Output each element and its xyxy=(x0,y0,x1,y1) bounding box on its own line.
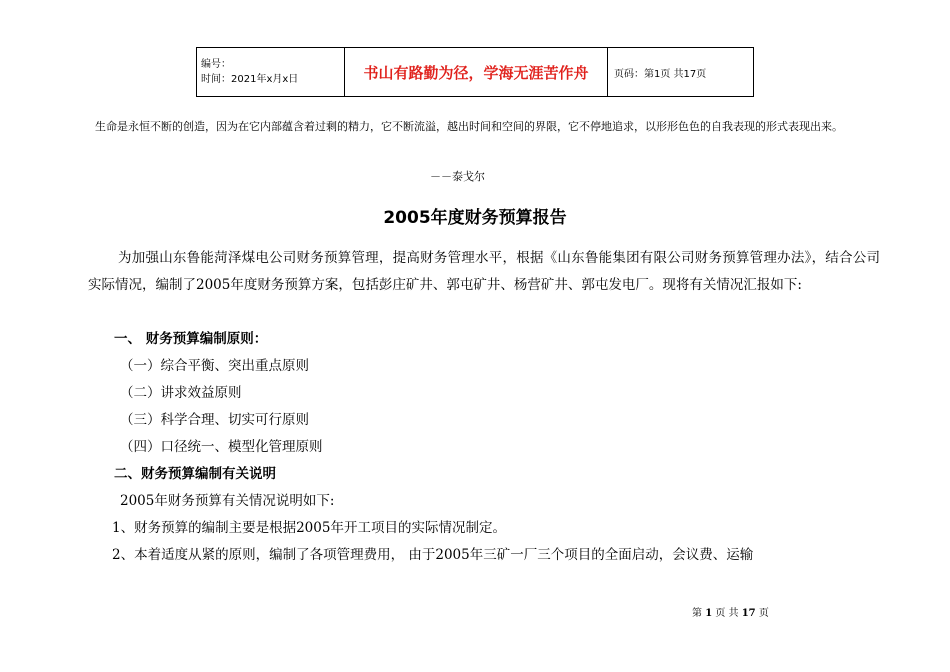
principle-2: （二）讲求效益原则 xyxy=(120,385,242,401)
page-footer xyxy=(692,604,769,619)
header-table xyxy=(196,47,754,97)
footer-page-number: 1 xyxy=(705,608,713,619)
footer-total-pages: 17 xyxy=(741,608,756,619)
principle-4: （四）口径统一、模型化管理原则 xyxy=(120,439,323,455)
motto-quote: 生命是永恒不断的创造，因为在它内部蕴含着过剩的精力，它不断流溢，越出时间和空间的界限，它不停地追求，以形形色色的自我表现的形式表现出来。 xyxy=(95,120,843,133)
number-label: 编号： xyxy=(201,59,231,70)
explanation-item-2: 2、本着适度从紧的原则，编制了各项管理费用， 由于2005年三矿一厂三个项目的全面启动，会议费、运输 xyxy=(112,547,754,563)
header-meta-cell xyxy=(197,48,345,97)
principle-1: （一）综合平衡、突出重点原则 xyxy=(120,358,309,374)
time-label: 时间：2021年x月x日 xyxy=(201,74,299,85)
footer-prefix: 第 xyxy=(692,608,702,619)
document-title: 2005年度财务预算报告 xyxy=(383,208,567,228)
intro-paragraph: 为加强山东鲁能菏泽煤电公司财务预算管理，提高财务管理水平，根据《山东鲁能集团有限公司财务预算管理办法》，结合公司实际情况，编制了2005年度财务预算方案，包括彭庄矿井、郭屯矿井、杨营矿井、郭屯发电厂。现将有关情况汇报如下: xyxy=(88,250,880,293)
principle-3: （三）科学合理、切实可行原则 xyxy=(120,412,309,428)
header-page-info: 页码：第1页 共17页 xyxy=(608,48,754,97)
section2-heading: 二、财务预算编制有关说明 xyxy=(114,466,276,482)
explanation-intro: 2005年财务预算有关情况说明如下: xyxy=(120,493,335,509)
section1-heading: 一、 财务预算编制原则： xyxy=(114,331,268,347)
motto-attribution: －－泰戈尔 xyxy=(430,170,485,183)
footer-middle: 页 共 xyxy=(715,608,739,619)
footer-suffix: 页 xyxy=(758,608,769,619)
header-slogan: 书山有路勤为径，学海无涯苦作舟 xyxy=(345,48,608,97)
document-body xyxy=(88,326,880,596)
explanation-item-1: 1、财务预算的编制主要是根据2005年开工项目的实际情况制定。 xyxy=(112,520,506,536)
